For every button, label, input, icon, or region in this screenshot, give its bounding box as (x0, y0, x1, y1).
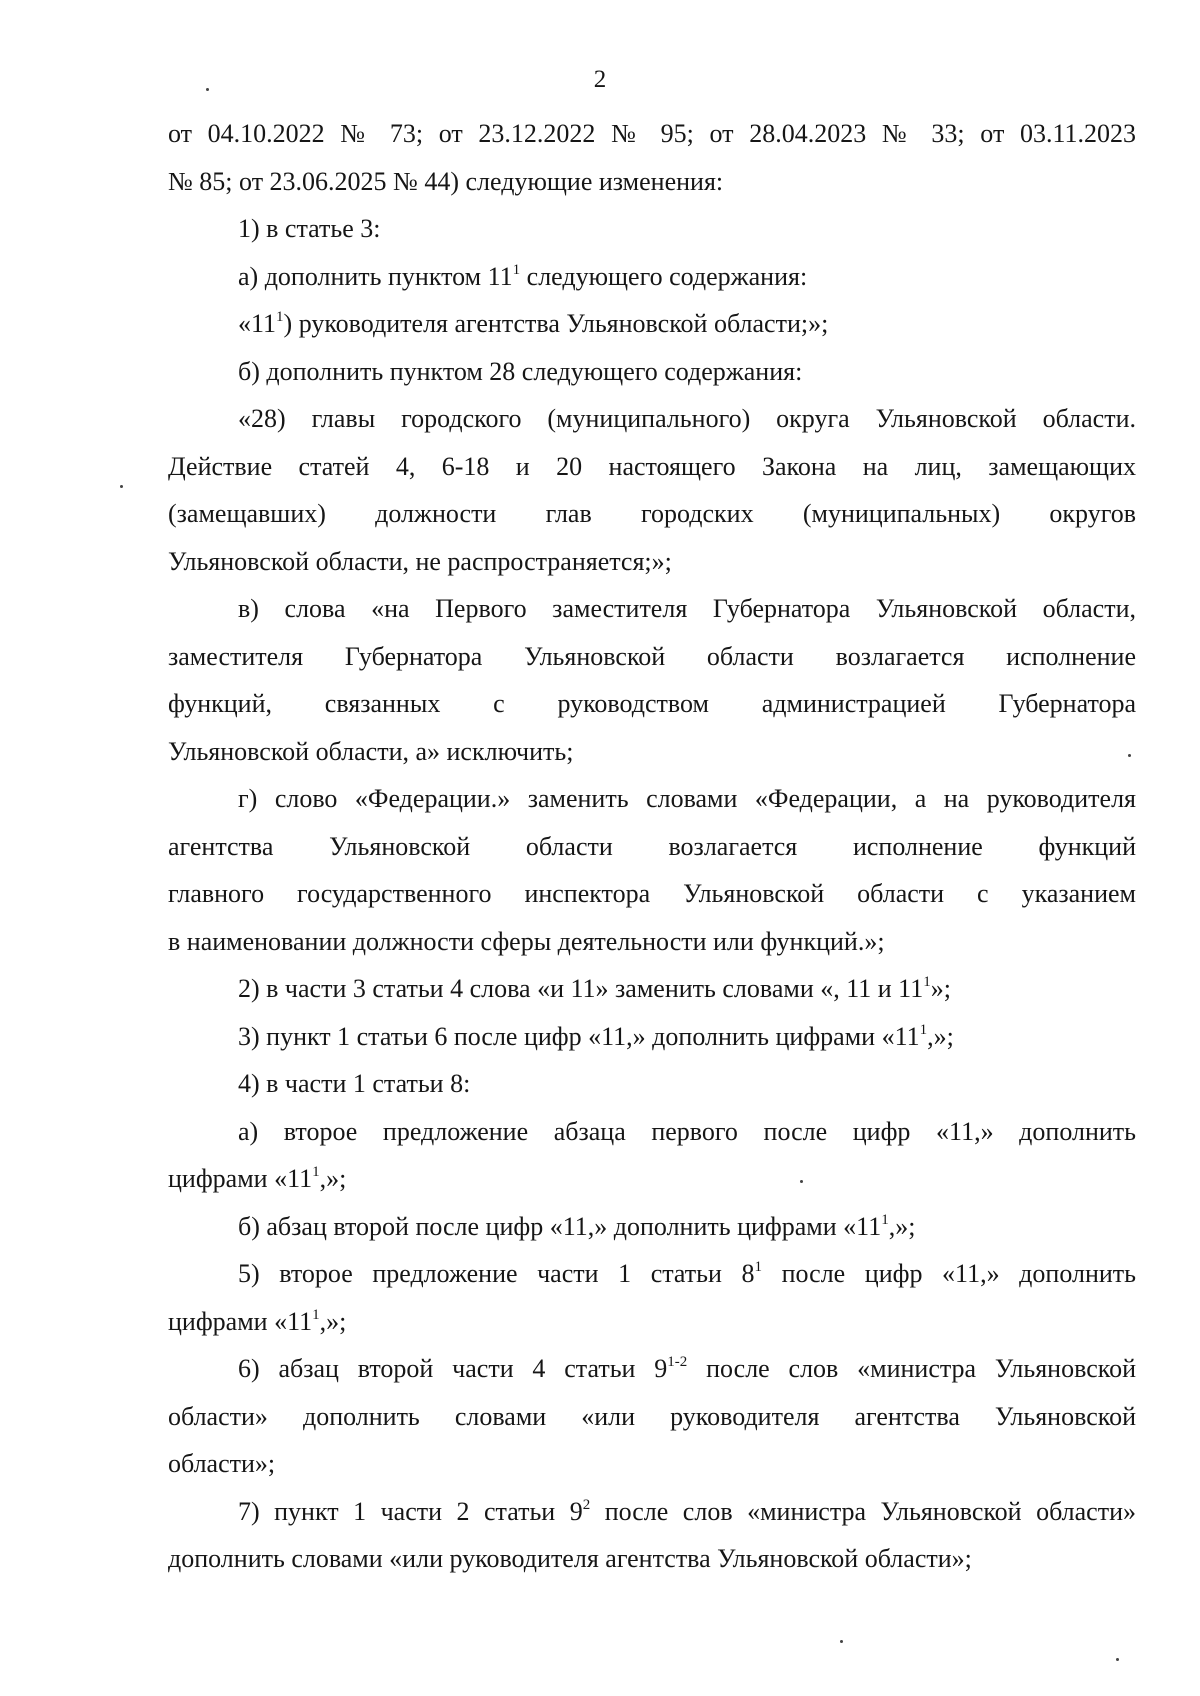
list-item: г) слово «Федерации.» заменить словами «Федерации, а на руководителя (238, 784, 1136, 813)
list-item: 2) в части 3 статьи 4 слова «и 11» заменить словами «, 11 и $11^1$»; (238, 974, 951, 1003)
list-item: б) дополнить пунктом 28 следующего содержания: (238, 356, 803, 386)
list-item: 7) пункт 1 части 2 статьи $9^2$ после слов «министра Ульяновской области» (238, 1496, 1136, 1526)
text-line: цифрами «$11^1$,»; (168, 1164, 347, 1193)
scan-speck (840, 1640, 843, 1643)
scan-speck (120, 485, 123, 488)
list-item: в) слова «на Первого заместителя Губернатора Ульяновской области, (238, 594, 1136, 623)
text-line: Ульяновской области, а» исключить; (168, 736, 574, 766)
list-item: 3) пункт 1 статьи 6 после цифр «11,» дополнить цифрами «$11^1$,»; (238, 1021, 954, 1051)
text-line: № 85; от 23.06.2025 № 44) следующие изменения: (168, 166, 724, 196)
text-line: Ульяновской области, не распространяется;»; (168, 546, 672, 576)
page-number: 2 (593, 66, 607, 93)
document-body (168, 110, 1136, 1583)
scan-speck (206, 88, 209, 91)
scan-speck (1128, 754, 1131, 757)
text-line: функций, связанных с руководством администрацией Губернатора (168, 689, 1136, 718)
list-item: 5) второе предложение части 1 статьи $8^1$ после цифр «11,» дополнить (238, 1259, 1136, 1288)
list-item: а) дополнить пунктом $11^1$ следующего содержания: (238, 261, 808, 291)
text-line: в наименовании должности сферы деятельности или функций.»; (168, 926, 885, 956)
text-line: главного государственного инспектора Ульяновской области с указанием (168, 879, 1136, 908)
text-line: агентства Ульяновской области возлагается исполнение функций (168, 831, 1136, 861)
text-line: от 04.10.2022 № 73; от 23.12.2022 № 95; от 28.04.2023 № 33; от 03.11.2023 (168, 119, 1136, 148)
text-line: цифрами «$11^1$,»; (168, 1306, 347, 1336)
text-line: заместителя Губернатора Ульяновской области возлагается исполнение (168, 641, 1136, 671)
text-line: Действие статей 4, 6-18 и 20 настоящего Закона на лиц, замещающих (168, 451, 1136, 481)
list-item: 6) абзац второй части 4 статьи 9$^{1-2}$ после слов «министра Ульяновской (238, 1354, 1136, 1383)
text-line: области»; (168, 1449, 276, 1478)
quoted-text: «28) главы городского (муниципального) округа Ульяновской области. (238, 404, 1136, 433)
text-line: области» дополнить словами «или руководителя агентства Ульяновской (168, 1401, 1136, 1431)
list-item: а) второе предложение абзаца первого после цифр «11,» дополнить (238, 1116, 1136, 1146)
text-line: (замещавших) должности глав городских (муниципальных) округов (168, 499, 1136, 528)
scan-speck (1116, 1658, 1119, 1661)
list-item: 1) в статье 3: (238, 214, 381, 243)
list-item: б) абзац второй после цифр «11,» дополнить цифрами «$11^1$,»; (238, 1211, 916, 1241)
quoted-text: «$11^1$) руководителя агентства Ульяновской области;»; (238, 309, 829, 338)
list-item: 4) в части 1 статьи 8: (238, 1069, 471, 1098)
scan-speck (800, 1180, 803, 1183)
text-line: дополнить словами «или руководителя агентства Ульяновской области»; (168, 1544, 972, 1573)
